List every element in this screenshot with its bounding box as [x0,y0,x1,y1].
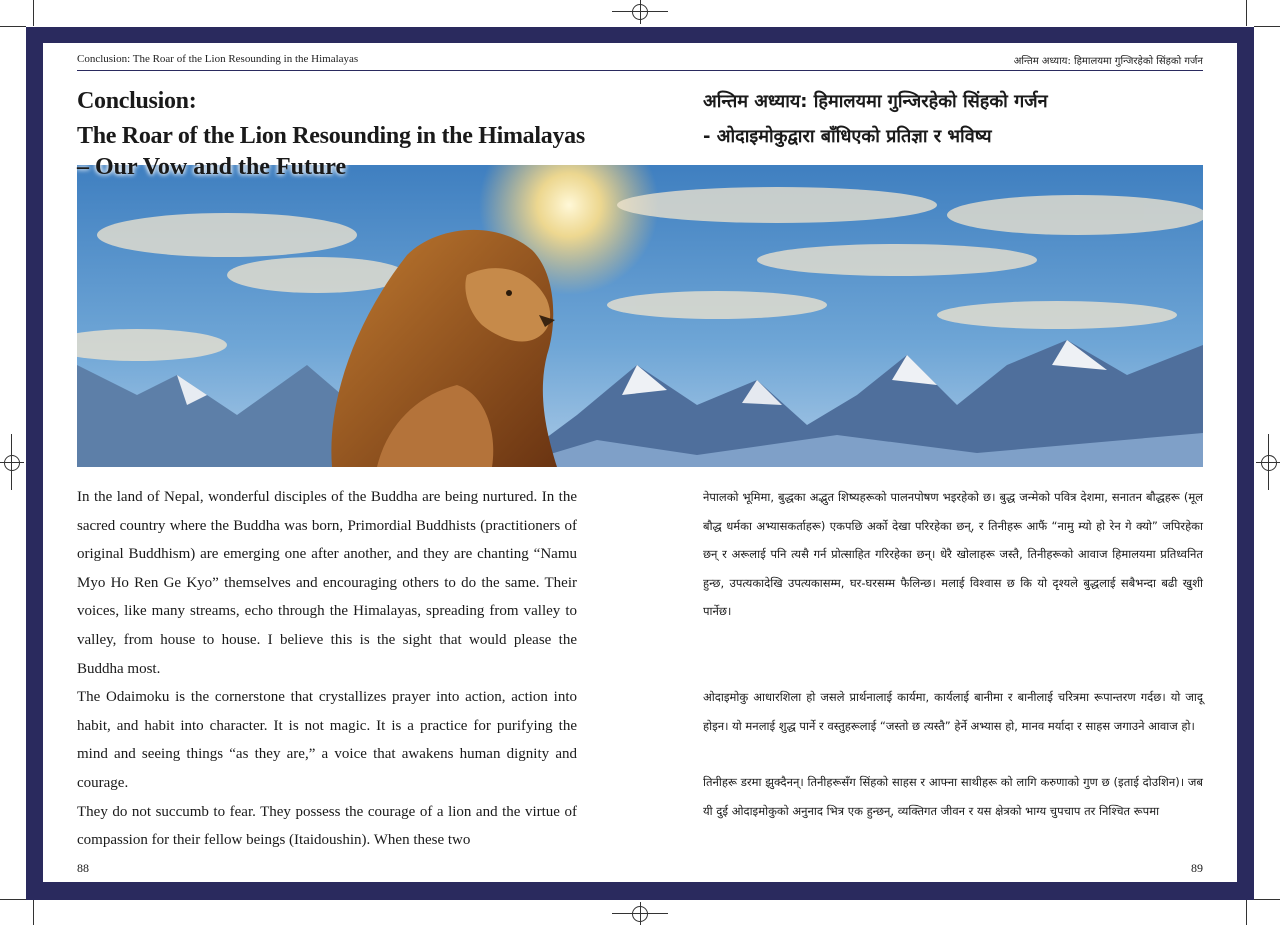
chapter-title-english [77,84,597,154]
crop-mark [0,26,26,27]
crop-mark [1246,0,1247,26]
page-number-left: 88 [77,861,89,875]
paragraph: ओदाइमोकु आधारशिला हो जसले प्रार्थनालाई कार्यमा, कार्यलाई बानीमा र बानीलाई चरित्रमा रूपान्तरण गर्दछ। यो जादू होइन। यो मनलाई शुद्ध पार्ने र वस्तुहरूलाई “जस्तो छ त्यस्तै” हेर्ने अभ्यास हो, मानव मर्यादा र साहस जगाउने आवाज हो। [703,689,1203,733]
paragraph: The Odaimoku is the cornerstone that crystallizes prayer into action, action into habit, and habit into character. It is not magic. It is a practice for purifying the mind and seeing things “as they are,” a voice that awakens human dignity and courage. [77,689,577,791]
registration-circle [632,906,648,922]
title-line: The Roar of the Lion Resounding in the Himalayas [77,123,585,149]
crop-mark [1246,900,1247,925]
crop-mark [0,899,26,900]
lion-himalaya-illustration [77,165,1203,467]
registration-circle [4,455,20,471]
crop-mark [1254,26,1280,27]
crop-mark [33,0,34,26]
title-line: अन्तिम अध्याय: हिमालयमा गुन्जिरहेको सिंहको गर्जन [703,91,1048,112]
paragraph: In the land of Nepal, wonderful disciples of the Buddha are being nurtured. In the sacred country where the Buddha was born, Primordial Buddhists (practitioners of original Buddhism) are emerging one after another, and they are chanting “Namu Myo Ho Ren Ge Kyo” themselves and encouraging others to do the same. Their voices, like many streams, echo through the Himalayas, spreading from valley to valley, from house to house. I believe this is the sight that would please the Buddha most. [77,489,577,677]
crop-mark [1254,899,1280,900]
paragraph: नेपालको भूमिमा, बुद्धका अद्भुत शिष्यहरूको पालनपोषण भइरहेको छ। बुद्ध जन्मेको पवित्र देशमा, सनातन बौद्धहरू (मूल बौद्ध धर्मका अभ्यासकर्ताहरू) एकपछि अर्को देखा परिरहेका छन्, र तिनीहरू आफैं “नामु म्यो हो रेन गे क्यो” जपिरहेका छन् र अरूलाई पनि त्यसै गर्न प्रोत्साहित गरिरहेका छन्। धेरै खोलाहरू जस्तै, तिनीहरूको आवाज हिमालयमा प्रतिध्वनित हुन्छ, उपत्यकादेखि उपत्यकासम्म, घर-घरसम्म फैलिन्छ। मलाई विश्वास छ कि यो दृश्यले बुद्धलाई सबैभन्दा बढी खुशी पार्नेछ। [703,490,1203,619]
chapter-title-nepali [703,84,1203,154]
body-text-english [77,483,577,855]
header-rule [77,70,1203,71]
running-head-right: अन्तिम अध्याय: हिमालयमा गुन्जिरहेको सिंहको गर्जन [1013,56,1203,67]
registration-circle [632,4,648,20]
title-line: - ओदाइमोकुद्वारा बाँधिएको प्रतिज्ञा र भविष्य [703,126,992,147]
title-line: Conclusion: [77,88,197,114]
paragraph: तिनीहरू डरमा झुक्दैनन्। तिनीहरूसँग सिंहको साहस र आफ्ना साथीहरू को लागि करुणाको गुण छ (इताई दोउशिन)। जब यी दुई ओदाइमोकुको अनुनाद भित्र एक हुन्छन्, व्यक्तिगत जीवन र यस क्षेत्रको भाग्य चुपचाप तर निश्चित रूपमा [703,775,1203,818]
registration-circle [1261,455,1277,471]
paragraph: They do not succumb to fear. They possess the courage of a lion and the virtue of compassion for their fellow beings (Itaidoushin). When these two [77,803,577,849]
running-head-left: Conclusion: The Roar of the Lion Resounding in the Himalayas [77,53,359,65]
chapter-title-line3: – Our Vow and the Future [77,154,347,180]
page-number-right: 89 [1191,861,1203,875]
body-text-nepali [703,483,1203,825]
crop-mark [33,900,34,925]
